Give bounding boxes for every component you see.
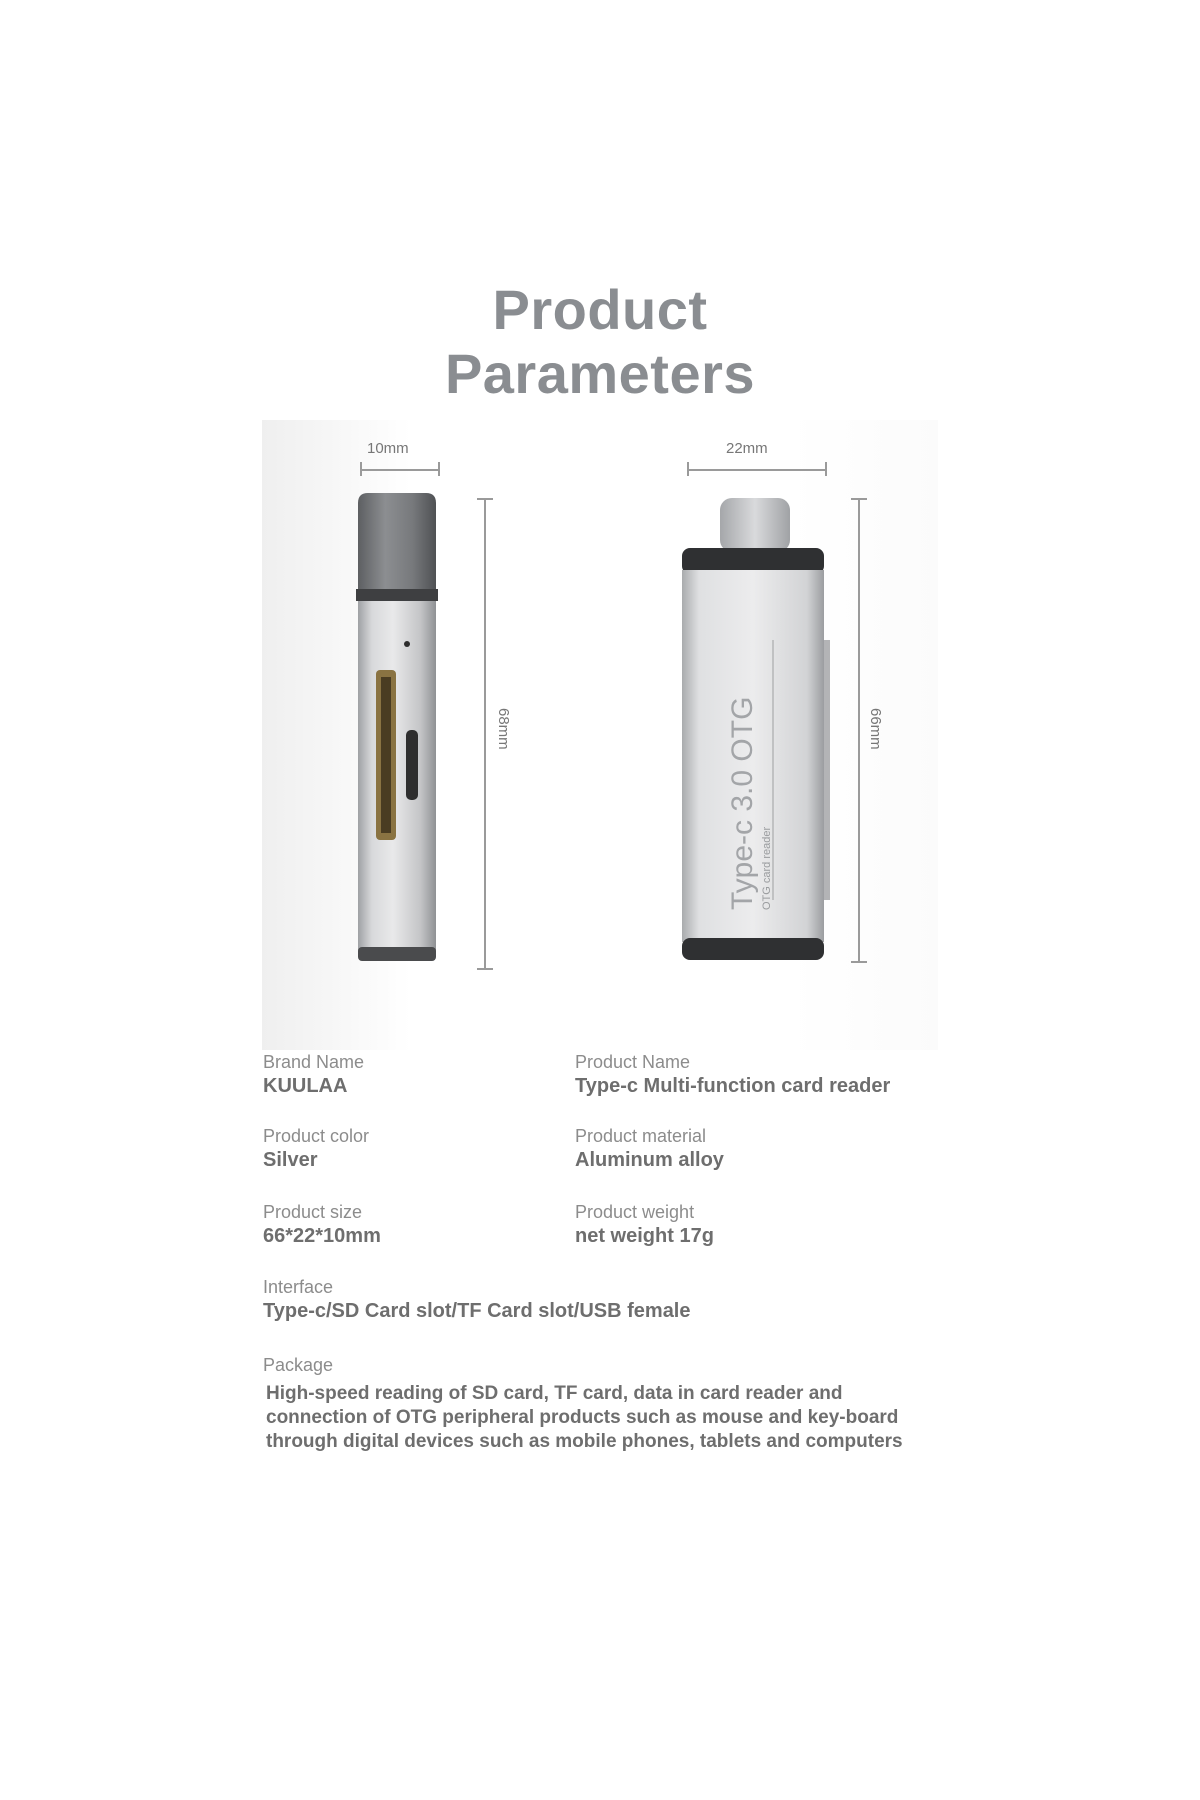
left-width-line: [360, 469, 440, 471]
right-width-tick-end: [825, 462, 827, 476]
interface-label: Interface: [263, 1277, 334, 1297]
product-name-label: Product Name: [575, 1052, 691, 1072]
product-material-value: Aluminum alloy: [575, 1149, 724, 1171]
left-card-reader-device: [350, 485, 450, 975]
right-otg-card-reader-device: [670, 490, 840, 970]
page-title: [0, 278, 1200, 406]
left-height-tick-bottom: [477, 968, 493, 970]
right-width-tick-start: [687, 462, 689, 476]
left-device-width-label: 10mm: [367, 440, 409, 457]
brand-name-value: KUULAA: [263, 1075, 348, 1097]
title-line-1: Product: [492, 278, 708, 341]
product-weight-label: Product weight: [575, 1202, 695, 1222]
product-color-label: Product color: [263, 1126, 370, 1146]
right-device-width-label: 22mm: [726, 440, 768, 457]
sd-card-slot-inner: [381, 677, 391, 833]
left-device-end-ring: [358, 947, 436, 961]
interface-value: Type-c/SD Card slot/TF Card slot/USB female: [263, 1300, 691, 1322]
left-device-cap-ring: [356, 589, 438, 601]
title-line-2: Parameters: [444, 342, 756, 405]
right-height-tick-bottom: [851, 961, 867, 963]
right-width-line: [687, 469, 827, 471]
product-weight-value: net weight 17g: [575, 1225, 714, 1247]
package-label: Package: [263, 1355, 334, 1375]
left-device-height-label: 68mm: [495, 708, 512, 750]
package-value: High-speed reading of SD card, TF card, data in card reader and connection of OTG peripheral products such as mouse and key-board through digital devices such as mobile phones, tablets and computers: [266, 1383, 903, 1452]
right-device-printed-subtext: OTG card reader: [761, 826, 773, 910]
right-device-printed-text: Type-c 3.0 OTG: [726, 696, 759, 910]
right-height-tick-top: [851, 498, 867, 500]
left-width-tick-end: [438, 462, 440, 476]
brand-name-label: Brand Name: [263, 1052, 365, 1072]
left-height-tick-top: [477, 498, 493, 500]
product-material-label: Product material: [575, 1126, 707, 1146]
product-size-label: Product size: [263, 1202, 363, 1222]
product-color-value: Silver: [263, 1149, 318, 1171]
left-device-led: [404, 641, 410, 647]
type-c-plug: [720, 498, 790, 552]
left-device-cap: [358, 493, 436, 593]
left-height-line: [484, 498, 486, 970]
product-name-value: Type-c Multi-function card reader: [575, 1075, 891, 1097]
tf-card-slot: [406, 730, 418, 800]
left-device-body: [358, 601, 436, 953]
right-device-bottom-cap: [682, 938, 824, 960]
left-width-tick-start: [360, 462, 362, 476]
right-height-line: [858, 498, 860, 963]
product-size-value: 66*22*10mm: [263, 1225, 381, 1247]
right-device-height-label: 66mm: [867, 708, 884, 750]
right-device-side-port: [824, 640, 830, 900]
